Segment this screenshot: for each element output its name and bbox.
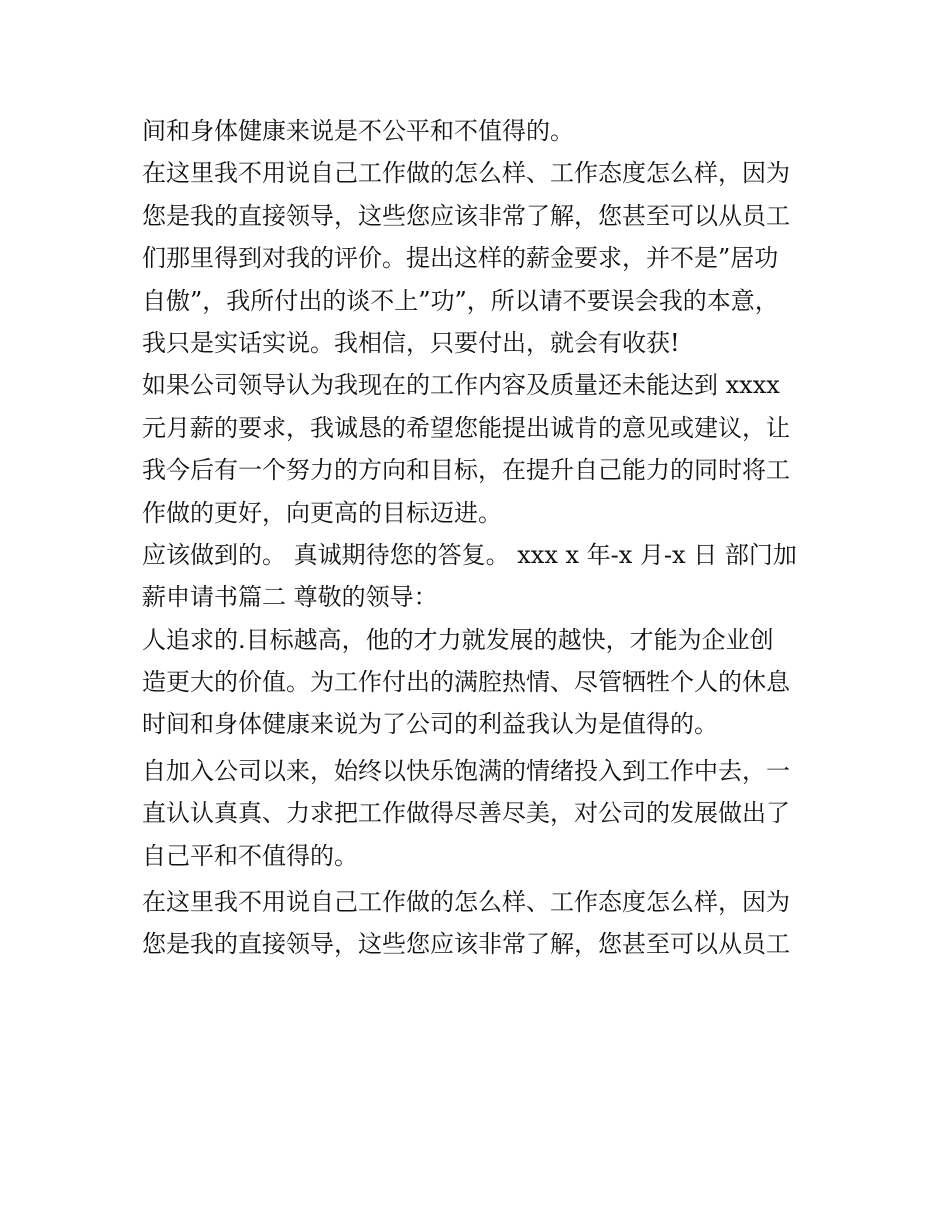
text-line: 如果公司领导认为我现在的工作内容及质量还未能达到 xxxx <box>142 371 780 400</box>
text-line: 直认认真真、力求把工作做得尽善尽美，对公司的发展做出了 <box>142 799 790 828</box>
text-line: 应该做到的。 真诚期待您的答复。 xxx x 年-x 月-x 日 部门加 <box>142 540 797 569</box>
document-body <box>142 110 822 966</box>
text-line: 作做的更好，向更高的目标迈进。 <box>142 498 502 527</box>
text-line: 间和身体健康来说是不公平和不值得的。 <box>142 117 574 145</box>
text-line: 您是我的直接领导，这些您应该非常了解，您甚至可以从员工 <box>142 201 790 230</box>
text-line: 造更大的价值。为工作付出的满腔热情、尽管牺牲个人的休息 <box>142 668 790 697</box>
text-line: 在这里我不用说自己工作做的怎么样、工作态度怎么样，因为 <box>142 159 790 188</box>
text-line: 自加入公司以来，始终以快乐饱满的情绪投入到工作中去，一 <box>142 756 790 785</box>
text-line: 薪申请书篇二 尊敬的领导： <box>142 583 438 612</box>
text-line: 在这里我不用说自己工作做的怎么样、工作态度怎么样，因为 <box>142 888 790 917</box>
text-line: 时间和身体健康来说为了公司的利益我认为是值得的。 <box>142 710 718 739</box>
text-line: 们那里得到对我的评价。提出这样的薪金要求，并不是”居功 <box>142 244 779 273</box>
text-line: 您是我的直接领导，这些您应该非常了解，您甚至可以从员工 <box>142 930 790 959</box>
text-line: 元月薪的要求，我诚恳的希望您能提出诚肯的意见或建议，让 <box>142 413 790 442</box>
text-line: 人追求的.目标越高，他的才力就发展的越快，才能为企业创 <box>142 625 774 654</box>
text-line: 自己平和不值得的。 <box>142 841 358 870</box>
text-line: 我今后有一个努力的方向和目标，在提升自己能力的同时将工 <box>142 456 790 485</box>
text-line: 我只是实话实说。我相信，只要付出，就会有收获! <box>142 328 680 357</box>
text-line: 自傲”，我所付出的谈不上”功”，所以请不要误会我的本意， <box>142 286 779 315</box>
